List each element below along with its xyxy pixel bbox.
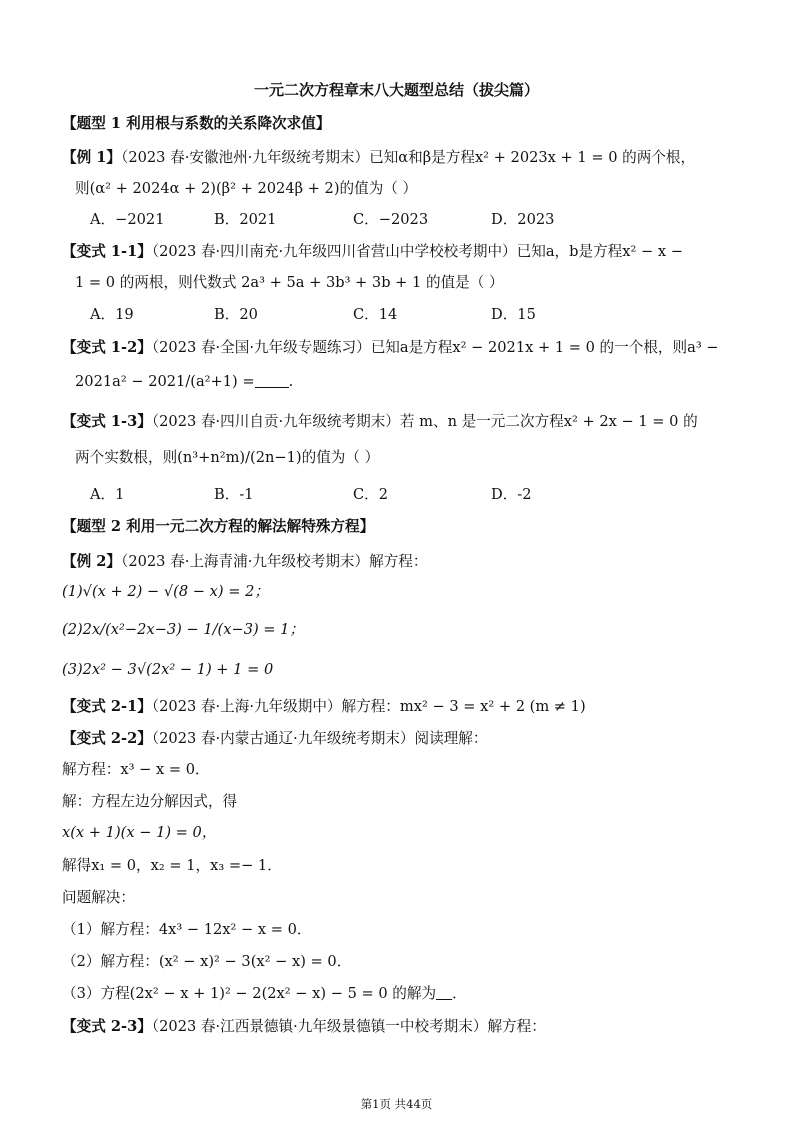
variant-2-2-line-4: x(x + 1)(x − 1) = 0， — [62, 824, 217, 841]
section-heading-1: 【题型 1 利用根与系数的关系降次求值】 — [62, 115, 331, 132]
variant-2-3-text-1: （2023 春·江西景德镇·九年级景德镇一中校考期末）解方程： — [151, 1018, 546, 1035]
variant-2-2-line-6: 问题解决： — [62, 889, 135, 906]
option-a: A．−2021 — [90, 211, 165, 228]
variant-2-3-tag: 【变式 2-3】 — [62, 1018, 152, 1035]
variant-1-2-tag: 【变式 1-2】 — [62, 339, 152, 356]
option-d: D．2023 — [491, 211, 555, 228]
answer-blank[interactable] — [436, 985, 452, 1000]
option-b: B．2021 — [214, 211, 277, 228]
variant-2-2-tag: 【变式 2-2】 — [62, 730, 152, 747]
option-a: A．1 — [90, 486, 125, 503]
variant-1-2-text-2: 2021a² − 2021/(a²+1) = — [75, 373, 255, 390]
example-1-tag: 【例 1】 — [62, 149, 122, 166]
variant-2-1-line-1 — [62, 697, 723, 717]
variant-2-2-line-8: （2）解方程：(x² − x)² − 3(x² − x) = 0． — [62, 953, 352, 970]
example-1-line-1 — [62, 148, 723, 168]
variant-2-2-line-5: 解得x₁ = 0，x₂ = 1，x₃ =− 1． — [62, 857, 282, 874]
variant-1-3-text-1: （2023 春·四川自贡·九年级统考期末）若 m、n 是一元二次方程x² + 2x − 1 = 0 的 — [151, 413, 698, 430]
option-b: B．20 — [214, 306, 258, 323]
example-2-line-1 — [62, 552, 723, 572]
variant-1-2-line-1 — [62, 338, 723, 358]
option-d: D．15 — [491, 306, 536, 323]
example-1-line-2: 则(α² + 2024α + 2)(β² + 2024β + 2)的值为（ ） — [75, 180, 418, 197]
example-2-item-3: (3)2x² − 3√(2x² − 1) + 1 = 0 — [62, 661, 274, 678]
example-2-text-1: （2023 春·上海青浦·九年级校考期末）解方程： — [121, 553, 428, 570]
page-footer: 第1页 共44页 — [360, 1097, 433, 1111]
variant-2-2-line-1 — [62, 729, 723, 749]
option-c: C．−2023 — [353, 211, 429, 228]
option-c: C．14 — [353, 306, 398, 323]
variant-2-1-text-1: （2023 春·上海·九年级期中）解方程：mx² − 3 = x² + 2 (m ≠ 1) — [151, 698, 586, 715]
variant-1-3-line-1 — [62, 412, 723, 432]
variant-1-1-text-1: （2023 春·四川南充·九年级四川省营山中学校校考期中）已知a，b是方程x² − x − — [151, 243, 683, 260]
section-heading-2: 【题型 2 利用一元二次方程的解法解特殊方程】 — [62, 518, 375, 535]
example-2-item-1: (1)√(x + 2) − √(8 − x) = 2； — [62, 583, 269, 600]
variant-1-2-line-2 — [75, 372, 723, 392]
variant-2-2-text-9: （3）方程(2x² − x + 1)² − 2(2x² − x) − 5 = 0 的解为 — [62, 985, 437, 1002]
variant-2-2-text-1: （2023 春·内蒙古通辽·九年级统考期末）阅读理解： — [151, 730, 488, 747]
variant-2-2-line-7: （1）解方程：4x³ − 12x² − x = 0． — [62, 921, 312, 938]
variant-2-3-line-1 — [62, 1017, 723, 1037]
variant-2-2-line-2: 解方程：x³ − x = 0． — [62, 761, 210, 778]
variant-2-2-line-3: 解：方程左边分解因式，得 — [62, 793, 238, 810]
answer-blank[interactable] — [255, 373, 289, 388]
example-2-tag: 【例 2】 — [62, 553, 122, 570]
variant-1-1-line-1 — [62, 242, 723, 262]
variant-2-2-end: ． — [452, 985, 467, 1002]
variant-1-3-line-2: 两个实数根，则(n³+n²m)/(2n−1)的值为（ ） — [75, 449, 380, 466]
example-2-item-2: (2)2x/(x²−2x−3) − 1/(x−3) = 1； — [62, 621, 305, 638]
variant-1-3-tag: 【变式 1-3】 — [62, 413, 152, 430]
page-title: 一元二次方程章末八大题型总结（拔尖篇） — [253, 81, 539, 99]
variant-1-1-tag: 【变式 1-1】 — [62, 243, 152, 260]
option-a: A．19 — [90, 306, 134, 323]
option-b: B．-1 — [214, 486, 254, 503]
example-1-text-1: （2023 春·安徽池州·九年级统考期末）已知α和β是方程x² + 2023x + 1 = 0 的两个根， — [121, 149, 696, 166]
variant-1-2-end: . — [288, 373, 294, 390]
variant-1-2-text-1: （2023 春·全国·九年级专题练习）已知a是方程x² − 2021x + 1 = 0 的一个根，则a³ − — [151, 339, 719, 356]
variant-2-2-line-9 — [62, 984, 723, 1004]
option-c: C．2 — [353, 486, 389, 503]
variant-1-1-line-2: 1 = 0 的两根，则代数式 2a³ + 5a + 3b³ + 3b + 1 的值是（ ） — [75, 274, 504, 291]
variant-2-1-tag: 【变式 2-1】 — [62, 698, 152, 715]
option-d: D．-2 — [491, 486, 532, 503]
